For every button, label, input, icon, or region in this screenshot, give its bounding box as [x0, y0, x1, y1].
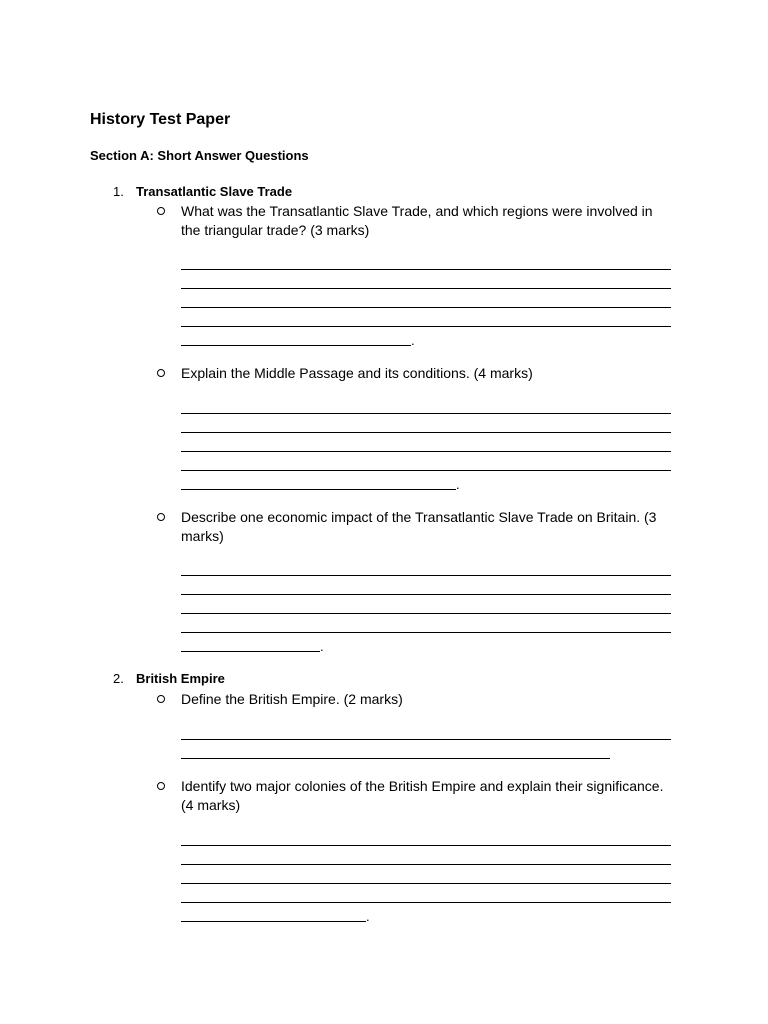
- answer-line[interactable]: [181, 288, 671, 289]
- hollow-bullet-icon: [157, 782, 165, 790]
- hollow-bullet-icon: [157, 695, 165, 703]
- answer-line[interactable]: [181, 470, 671, 471]
- answer-line[interactable]: [181, 864, 671, 865]
- line-end-mark: .: [366, 909, 370, 924]
- answer-line[interactable]: [181, 345, 411, 346]
- hollow-bullet-icon: [157, 369, 165, 377]
- line-end-mark: .: [456, 477, 460, 492]
- hollow-bullet-icon: [157, 513, 165, 521]
- subquestion-text: Define the British Empire. (2 marks): [181, 691, 403, 707]
- answer-line[interactable]: [181, 326, 671, 327]
- subquestion-text: Explain the Middle Passage and its conditions. (4 marks): [181, 365, 533, 381]
- question-number: 1.: [113, 184, 124, 199]
- question-title: British Empire: [136, 671, 225, 686]
- hollow-bullet-icon: [157, 207, 165, 215]
- answer-line[interactable]: [181, 451, 671, 452]
- answer-line[interactable]: [181, 575, 671, 576]
- answer-line[interactable]: [181, 739, 671, 740]
- answer-line[interactable]: [181, 883, 671, 884]
- answer-line[interactable]: [181, 902, 671, 903]
- question-number: 2.: [113, 671, 124, 686]
- section-heading: Section A: Short Answer Questions: [90, 148, 309, 163]
- answer-line[interactable]: [181, 651, 320, 652]
- question-title: Transatlantic Slave Trade: [136, 184, 293, 199]
- answer-line[interactable]: [181, 613, 671, 614]
- answer-line[interactable]: [181, 845, 671, 846]
- answer-line[interactable]: [181, 921, 366, 922]
- subquestion-text: Identify two major colonies of the British Empire and explain their significance. (4 marks): [181, 778, 664, 813]
- answer-line[interactable]: [181, 269, 671, 270]
- answer-line[interactable]: [181, 758, 610, 759]
- answer-line[interactable]: [181, 307, 671, 308]
- page-title: History Test Paper: [90, 111, 231, 128]
- answer-line[interactable]: [181, 432, 671, 433]
- line-end-mark: .: [411, 333, 415, 348]
- subquestion-text: Describe one economic impact of the Transatlantic Slave Trade on Britain. (3 marks): [181, 509, 657, 544]
- line-end-mark: .: [320, 639, 324, 654]
- answer-line[interactable]: [181, 594, 671, 595]
- answer-line[interactable]: [181, 489, 456, 490]
- answer-line[interactable]: [181, 413, 671, 414]
- subquestion-text: What was the Transatlantic Slave Trade, and which regions were involved in the triangular trade? (3 marks): [181, 203, 653, 238]
- answer-line[interactable]: [181, 632, 671, 633]
